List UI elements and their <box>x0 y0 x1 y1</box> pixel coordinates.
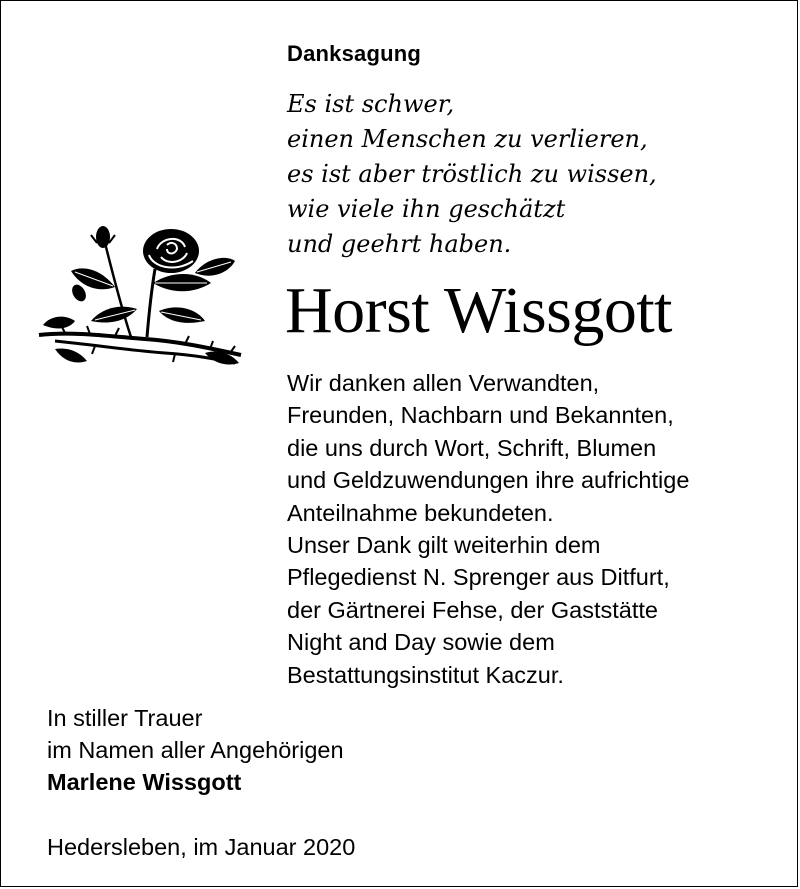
poem-line: einen Menschen zu verlieren, <box>287 125 648 153</box>
signoff-line: im Namen aller Angehörigen <box>47 737 344 763</box>
signoff-line: In stiller Trauer <box>47 705 203 731</box>
thanks-line: Freunden, Nachbarn und Bekannten, <box>287 402 674 429</box>
thanks-line: die uns durch Wort, Schrift, Blumen <box>287 434 657 461</box>
rose-icon <box>35 213 251 381</box>
thanks-line: und Geldzuwendungen ihre aufrichtige <box>287 467 690 494</box>
poem-line: es ist aber tröstlich zu wissen, <box>287 160 657 188</box>
thanks-line: Night and Day sowie dem <box>287 629 555 656</box>
signer-name: Marlene Wissgott <box>47 769 242 795</box>
thanks-line: Anteilnahme bekundeten. <box>287 499 554 526</box>
poem <box>287 87 657 262</box>
place-date: Hedersleben, im Januar 2020 <box>47 834 356 860</box>
thanks-line: Pflegedienst N. Sprenger aus Ditfurt, <box>287 564 670 591</box>
thanks-text <box>287 367 689 691</box>
poem-line: Es ist schwer, <box>287 90 455 118</box>
thanks-line: Bestattungsinstitut Kaczur. <box>287 661 564 688</box>
signoff <box>47 702 344 798</box>
poem-line: wie viele ihn geschätzt <box>287 195 566 223</box>
notice-heading: Danksagung <box>287 41 422 66</box>
thanks-line: Wir danken allen Verwandten, <box>287 370 600 396</box>
thanks-line: Unser Dank gilt weiterhin dem <box>287 532 601 559</box>
thanks-line: der Gärtnerei Fehse, der Gaststätte <box>287 596 658 623</box>
deceased-name: Horst Wissgott <box>285 274 673 347</box>
poem-line: und geehrt haben. <box>287 230 512 258</box>
